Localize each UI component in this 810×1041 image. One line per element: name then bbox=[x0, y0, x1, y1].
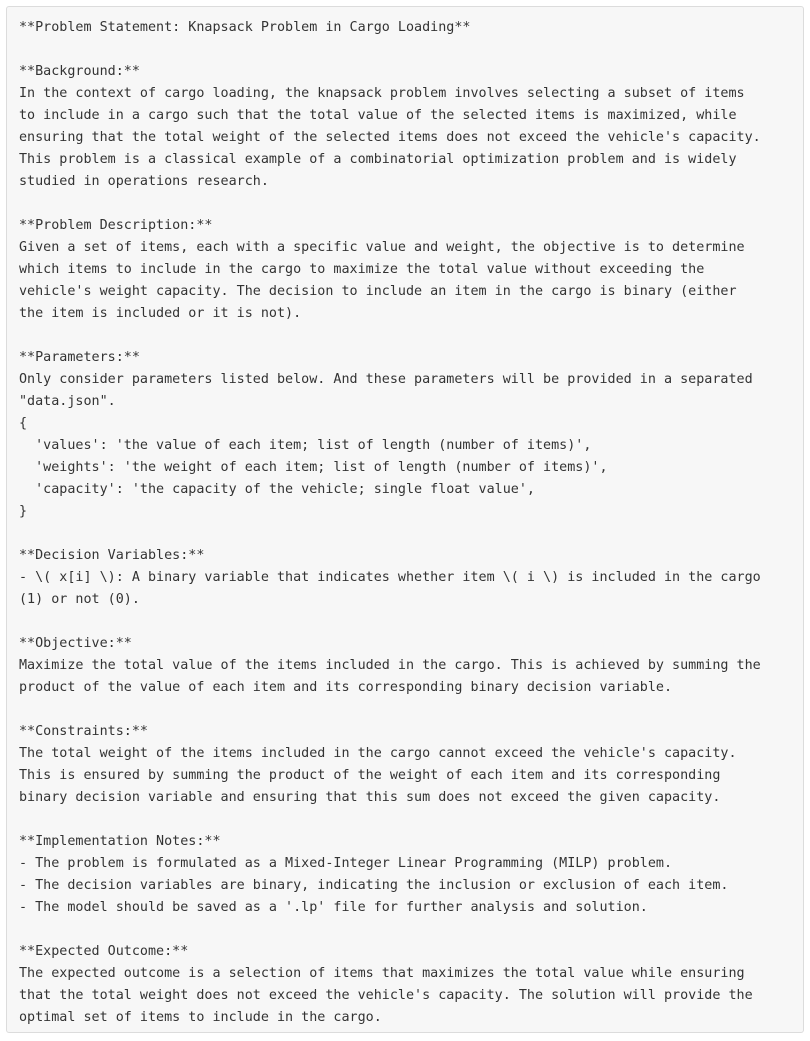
document-block bbox=[6, 6, 804, 1033]
problem-statement-text: **Problem Statement: Knapsack Problem in Cargo Loading** **Background:** In the context of cargo loading, the knapsack problem involves selecting a subset of items to include in a cargo such that the total value of the selected items is maximized, while ensuring that the total weight of the selected items does not exceed the vehicle's capacity. This problem is a classical example of a combinatorial optimization problem and is widely studied in operations research. **Problem Description:** Given a set of items, each with a specific value and weight, the objective is to determine which items to include in the cargo to maximize the total value without exceeding the vehicle's weight capacity. The decision to include an item in the cargo is binary (either the item is included or it is not). **Parameters:** Only consider parameters listed below. And these parameters will be provided in a separated "data.json". { 'values': 'the value of each item; list of length (number of items)', 'weights': 'the weight of each item; list of length (number of items)', 'capacity': 'the capacity of the vehicle; single float value', } **Decision Variables:** - \( x[i] \): A binary variable that indicates whether item \( i \) is included in the cargo (1) or not (0). **Objective:** Maximize the total value of the items included in the cargo. This is achieved by summing the product of the value of each item and its corresponding binary decision variable. **Constraints:** The total weight of the items included in the cargo cannot exceed the vehicle's capacity. This is ensured by summing the product of the weight of each item and its corresponding binary decision variable and ensuring that this sum does not exceed the given capacity. **Implementation Notes:** - The problem is formulated as a Mixed-Integer Linear Programming (MILP) problem. - The decision variables are binary, indicating the inclusion or exclusion of each item. - The model should be saved as a '.lp' file for further analysis and solution. **Expected Outcome:** The expected outcome is a selection of items that maximizes the total value while ensuring that the total weight does not exceed the vehicle's capacity. The solution will provide the optimal set of items to include in the cargo. bbox=[19, 20, 761, 1025]
